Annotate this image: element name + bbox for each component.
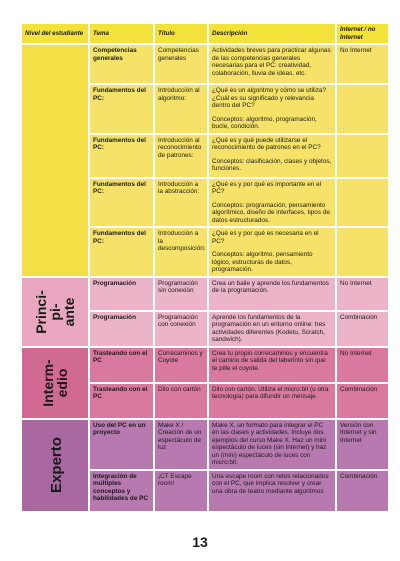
table-row [22, 420, 388, 469]
cell-tema: Fundamentos del PC: [90, 135, 153, 177]
cell-descripcion: Dilo con cartón. Utiliza el micro:bit (u otra tecnología) para difundir un mensaje. [209, 384, 335, 418]
cell-tema: Uso del PC en un proyecto [90, 420, 153, 469]
cell-tema: Fundamentos del PC: [90, 228, 153, 276]
header-descripcion: Descripción [209, 24, 335, 43]
cell-tema: Competencias generales [90, 45, 153, 83]
cell-internet: Versión con Internet y sin Internet [337, 420, 388, 469]
cell-titulo: Dilo con cartón [155, 384, 207, 418]
level-principiante: Princi- pi- ante [22, 278, 88, 346]
cell-internet [337, 179, 388, 227]
table-row [22, 278, 388, 310]
cell-descripcion: Make X, un formato para integrar el PC en las clases y actividades. Incluye dos ejemplos del curso Make X. Haz un mini espectáculo de luces (sin Internet) y haz un (mini) espectáculo de luces con micro:bit. [209, 420, 335, 469]
cell-internet [337, 228, 388, 276]
cell-tema: Fundamentos del PC: [90, 179, 153, 227]
header-titulo: Título [155, 24, 207, 43]
cell-tema: Programación [90, 312, 153, 346]
header-internet: Internet / no Internet [337, 24, 388, 43]
cell-internet [337, 135, 388, 177]
cell-descripcion: ¿Qué es un algoritmo y cómo se utiliza? ¿Cuál es su significado y relevancia dentro del PC? Conceptos: algoritmo, programación, bucle, condición. [209, 85, 335, 133]
cell-titulo: Introducción a la abstracción: [155, 179, 207, 227]
cell-internet: Combinación [337, 471, 388, 511]
cell-tema: Trasteando con el PC [90, 384, 153, 418]
level-todos [22, 45, 88, 276]
level-experto: Experto [22, 420, 88, 511]
cell-tema: Integración de múltiples conceptos y habilidades de PC [90, 471, 153, 511]
cell-tema: Trasteando con el PC [90, 348, 153, 382]
level-intermedio: Interm- edio [22, 348, 88, 418]
activities-table [20, 22, 390, 513]
cell-internet: No Internet [337, 278, 388, 310]
header-level: Nivel del estudiante [22, 24, 88, 43]
cell-titulo: Introducción al reconocimiento de patrones: [155, 135, 207, 177]
cell-titulo: Competencias generales [155, 45, 207, 83]
table-header-row [22, 24, 388, 43]
cell-titulo: ¡CT Escape room! [155, 471, 207, 511]
cell-titulo: Make X / Creación de un espectáculo de luz [155, 420, 207, 469]
cell-tema: Fundamentos del PC: [90, 85, 153, 133]
cell-internet [337, 85, 388, 133]
cell-titulo: Programación con conexión [155, 312, 207, 346]
table-row [22, 348, 388, 382]
cell-descripcion: Aprende los fundamentos de la programación en un entorno online: tres actividades diferentes (Kodetu, Scratch, sandwich). [209, 312, 335, 346]
cell-internet: No Internet [337, 348, 388, 382]
cell-tema: Programación [90, 278, 153, 310]
cell-descripcion: ¿Qué es y por qué es importante en el PC? Conceptos: programación, pensamiento algorítmico, diseño de interfaces, tipos de datos estructurados. [209, 179, 335, 227]
page-number: 13 [192, 534, 208, 550]
cell-titulo: Correcaminos y Coyote [155, 348, 207, 382]
cell-titulo: Programación sin conexión [155, 278, 207, 310]
cell-descripcion: ¿Qué es y por qué es necesaria en el PC? Conceptos: algoritmo, pensamiento lógico, estructuras de datos, programación. [209, 228, 335, 276]
cell-descripcion: Actividades breves para practicar algunas de las competencias generales necesarias para el PC: creatividad, colaboración, lluvia de ideas, etc. [209, 45, 335, 83]
cell-descripcion: Una escape room con retos relacionados con el PC, que implica resolver y crear una obra de teatro mediante algoritmos [209, 471, 335, 511]
table-row [22, 45, 388, 83]
cell-titulo: Introducción al algoritmo: [155, 85, 207, 133]
cell-descripcion: ¿Qué es y qué puede utilizarse el reconocimiento de patrones en el PC? Conceptos: clasificación, clases y objetos, funciones. [209, 135, 335, 177]
cell-titulo: Introducción a la descomposición: [155, 228, 207, 276]
cell-internet: Combinación [337, 384, 388, 418]
cell-descripcion: Crea tu propio correcaminos y encuentra el camino de salida del laberinto sin que te pille el coyote. [209, 348, 335, 382]
cell-descripcion: Crea un baile y aprende los fundamentos de la programación. [209, 278, 335, 310]
header-tema: Tema [90, 24, 153, 43]
cell-internet: No Internet [337, 45, 388, 83]
cell-internet: Combinación [337, 312, 388, 346]
